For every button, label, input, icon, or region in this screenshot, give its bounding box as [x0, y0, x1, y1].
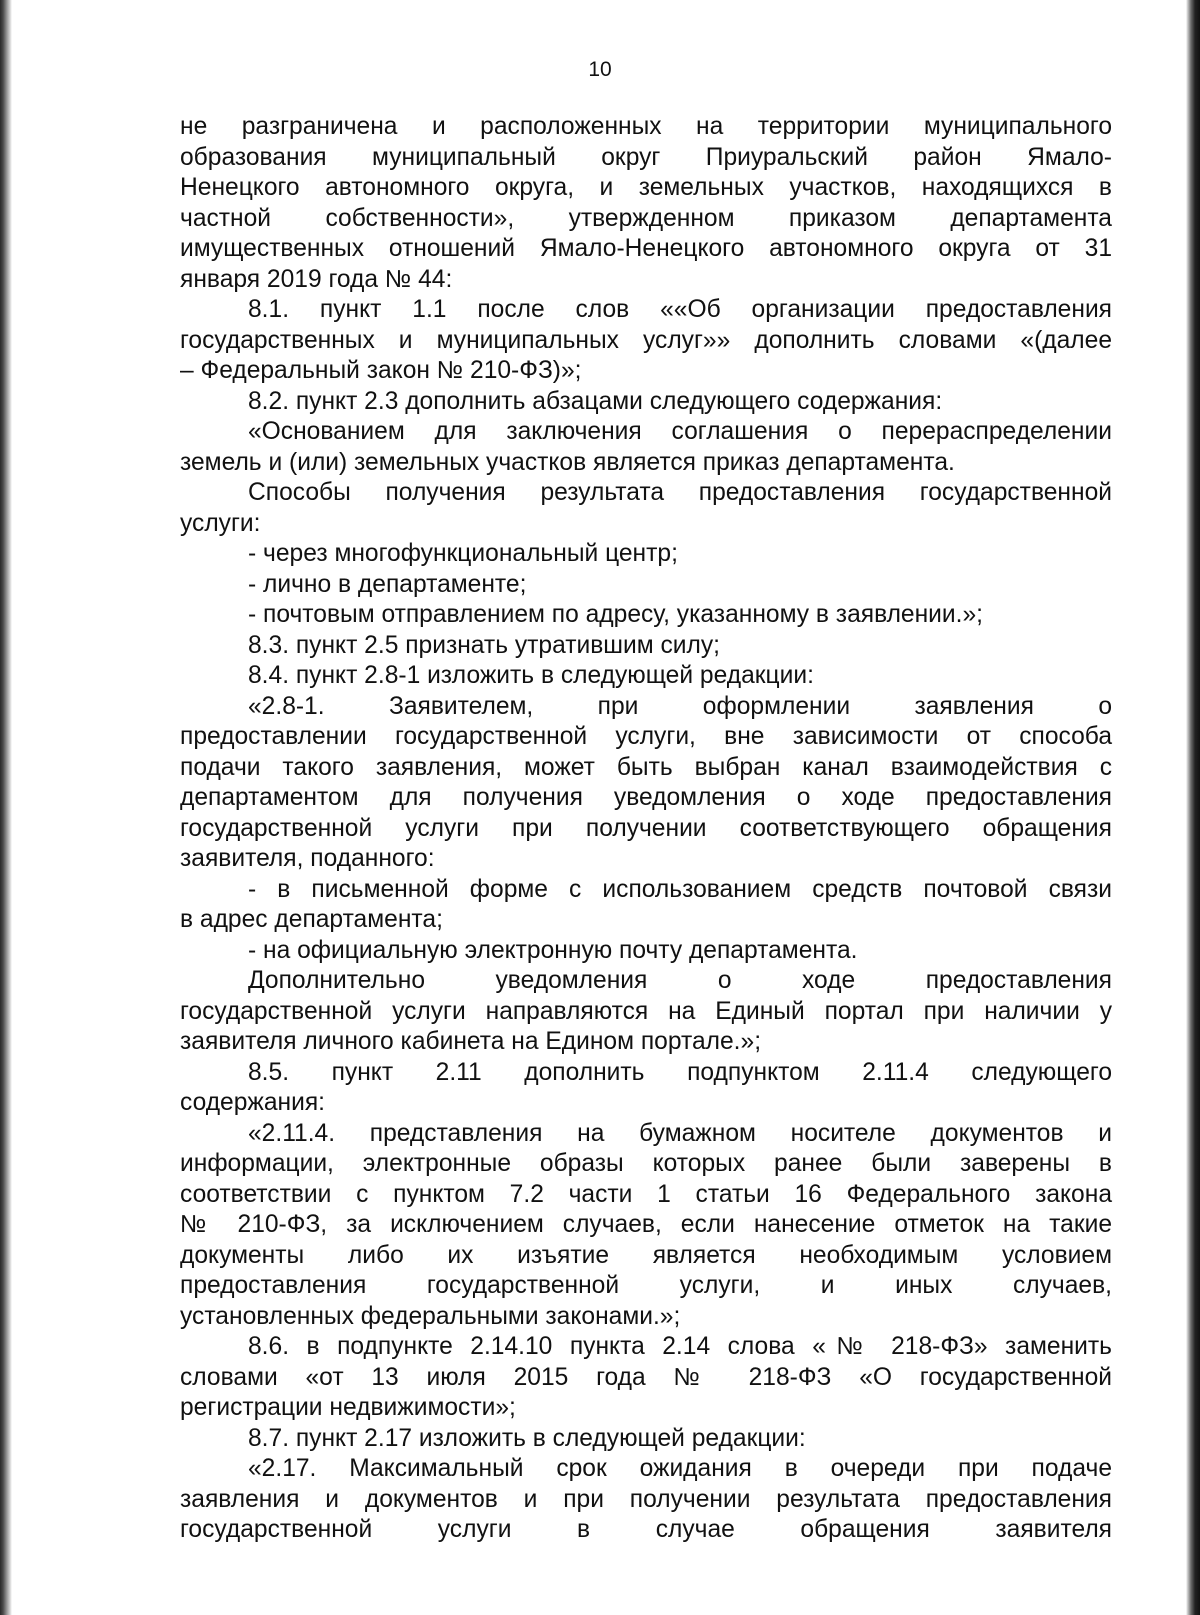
text-line: 8.1. пункт 1.1 после слов ««Об организации предоставления	[248, 296, 1112, 323]
text-line: – Федеральный закон № 210-ФЗ)»;	[180, 357, 582, 384]
scan-edge-right	[1186, 0, 1200, 1615]
text-line: «2.8-1. Заявителем, при оформлении заявления о	[248, 692, 1112, 720]
text-line: информации, электронные образы которых ранее были заверены в	[180, 1150, 1112, 1177]
text-line: имущественных отношений Ямало-Ненецкого автономного округа от 31	[180, 235, 1112, 262]
text-line: государственной услуги направляются на Единый портал при наличии у	[180, 997, 1112, 1025]
text-line: не разграничена и расположенных на территории муниципального	[180, 113, 1112, 140]
text-line: 8.7. пункт 2.17 изложить в следующей редакции:	[248, 1424, 806, 1452]
text-line: образования муниципальный округ Приуральский район Ямало-	[180, 143, 1112, 171]
text-line: - через многофункциональный центр;	[248, 540, 678, 567]
text-line: января 2019 года № 44:	[180, 265, 453, 293]
scan-edge-left	[0, 0, 12, 1615]
text-line: государственных и муниципальных услуг»» дополнить словами «(далее	[180, 326, 1112, 354]
text-line: 8.4. пункт 2.8-1 изложить в следующей редакции:	[248, 662, 814, 689]
text-line: частной собственности», утвержденном приказом департамента	[180, 204, 1112, 232]
text-line: словами «от 13 июля 2015 года № 218-ФЗ «О государственной	[180, 1363, 1112, 1391]
text-line: предоставления государственной услуги, и иных случаев,	[180, 1272, 1112, 1299]
text-line: - почтовым отправлением по адресу, указанному в заявлении.»;	[248, 601, 984, 628]
text-line: - на официальную электронную почту департамента.	[248, 936, 858, 964]
text-line: заявителя, поданного:	[180, 845, 435, 872]
text-line: Способы получения результата предоставления государственной	[248, 479, 1112, 506]
text-line: государственной услуги в случае обращения заявителя	[180, 1516, 1112, 1543]
text-line: Ненецкого автономного округа, и земельных участков, находящихся в	[180, 174, 1112, 201]
text-line: департаментом для получения уведомления о ходе предоставления	[180, 784, 1112, 811]
text-line: 8.3. пункт 2.5 признать утратившим силу;	[248, 631, 721, 659]
text-line: документы либо их изъятие является необходимым условием	[180, 1241, 1112, 1269]
text-line: услуги:	[180, 509, 261, 537]
text-line: заявления и документов и при получении результата предоставления	[180, 1485, 1112, 1513]
text-line: «2.17. Максимальный срок ожидания в очереди при подаче	[248, 1455, 1112, 1482]
text-line: - в письменной форме с использованием средств почтовой связи	[248, 875, 1112, 903]
text-line: «Основанием для заключения соглашения о перераспределении	[248, 418, 1112, 445]
text-line: предоставлении государственной услуги, вне зависимости от способа	[180, 723, 1112, 750]
text-line: земель и (или) земельных участков является приказ департамента.	[180, 448, 955, 476]
document-body	[180, 112, 1112, 1546]
text-line: в адрес департамента;	[180, 906, 443, 933]
text-line: 8.2. пункт 2.3 дополнить абзацами следующего содержания:	[248, 387, 943, 415]
text-line: № 210-ФЗ, за исключением случаев, если нанесение отметок на такие	[180, 1211, 1112, 1238]
text-line: регистрации недвижимости»;	[180, 1394, 516, 1421]
text-line: государственной услуги при получении соответствующего обращения	[180, 814, 1112, 842]
text-line: установленных федеральными законами.»;	[180, 1302, 681, 1330]
page-number: 10	[588, 58, 612, 81]
text-line: 8.5. пункт 2.11 дополнить подпунктом 2.11.4 следующего	[248, 1058, 1112, 1086]
text-line: Дополнительно уведомления о ходе предоставления	[248, 967, 1112, 994]
text-line: подачи такого заявления, может быть выбран канал взаимодействия с	[180, 753, 1112, 781]
text-line: 8.6. в подпункте 2.14.10 пункта 2.14 слова «№ 218-ФЗ» заменить	[248, 1333, 1112, 1360]
text-line: соответствии с пунктом 7.2 части 1 статьи 16 Федерального закона	[180, 1180, 1112, 1208]
text-line: заявителя личного кабинета на Едином портале.»;	[180, 1028, 762, 1055]
text-line: - лично в департаменте;	[248, 570, 527, 598]
text-line: «2.11.4. представления на бумажном носителе документов и	[248, 1119, 1112, 1147]
text-line: содержания:	[180, 1089, 326, 1116]
